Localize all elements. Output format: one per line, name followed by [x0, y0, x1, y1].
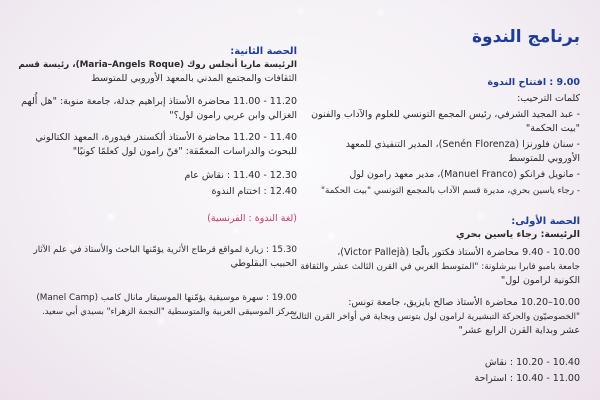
- session2-item-2-line: للبحوث والدراسات المعمّقة: "فنّ رامون لول كعلمًا كونيًا": [72, 146, 297, 157]
- session2-title: الحصة الثانية:: [230, 46, 297, 57]
- welcome-speaker: - سنان فلورنزا (Senén Florenza)، المدير التنفيذي للمعهد: [345, 139, 580, 150]
- item-text: محاضرة الأستاذ صالح بايزيق، جامعة تونس:: [348, 297, 518, 308]
- session1-item-2-line: "الخصوصيّون والحركة التبشيرية لرامون لول بتونس وبجاية في أواخر القرن الثالث: [290, 312, 580, 322]
- visit-time: 15.30: [271, 245, 297, 255]
- item-text: محاضرة الأستاذ إبراهيم جدلة، جامعة منوبة: "هل أُلهم: [21, 96, 231, 107]
- item-text: محاضرة الأستاذ فكتور بالّجا (Victor Pallejà)،: [337, 247, 520, 258]
- item-time: 9.40 - 10.00: [522, 247, 580, 258]
- visit-item-2: [12, 292, 297, 304]
- visit-text: : سهرة موسيقية يؤمّنها الموسيقار مانال كامب (Manel Camp): [36, 293, 270, 303]
- item-time: 11.00 - 11.20: [233, 96, 297, 107]
- visit-item-1: [12, 244, 297, 256]
- discussion-time: 10.20 - 10.40: [516, 357, 580, 368]
- welcome-heading: كلمات الترحيب:: [517, 93, 580, 104]
- welcome-speaker: - رجاء ياسين بحري، مديرة قسم الآداب بالمجمع التونسي "بيت الحكمة": [320, 186, 580, 196]
- session1-chair: الرئيسة: رجاء ياسين بحري: [455, 229, 580, 240]
- language-note: (لغة الندوة : الفرنسية): [207, 213, 297, 224]
- item-text: محاضرة الأستاذ ألكسندر فيدورة، المعهد الكتالوني: [35, 132, 231, 143]
- welcome-speaker: - مانويل فرانكو (Manuel Franco)، مدير معهد رامون لول: [349, 169, 580, 180]
- session1-discussion: [318, 357, 580, 369]
- sparkle: [300, 10, 302, 12]
- opening-label: : افتتاح الندوة: [487, 77, 554, 88]
- welcome-speaker: الأوروبي للمتوسط: [508, 153, 580, 164]
- session1-break: [318, 373, 580, 385]
- session2-discussion: [12, 170, 297, 182]
- welcome-speaker: "بيت الحكمة": [525, 123, 580, 134]
- program-column-left: [12, 0, 297, 400]
- session2-chair: الرئيسة ماريا أنجلس روك (Maria–Angels Roque)، رئيسة قسم: [18, 60, 297, 70]
- discussion-label: : نقاش عام: [184, 170, 231, 181]
- session2-item-2: [12, 132, 297, 144]
- visit-item-1-line: الحبيب البقلوطي: [230, 258, 297, 269]
- closing-label: : اختتام الندوة: [211, 186, 267, 197]
- program-column-right: [290, 0, 580, 400]
- session2-chair-cont: الثقافات والمجتمع المدني بالمعهد الأوروبي للمتوسط: [91, 73, 297, 84]
- item-time: 10.20–10.00: [520, 297, 580, 308]
- session1-item-2-line: عشر وبداية القرن الرابع عشر": [458, 325, 580, 336]
- opening-time: 9.00: [556, 77, 580, 88]
- program-title: برنامج الندوة: [472, 27, 580, 47]
- opening-heading: [318, 77, 580, 89]
- item-time: 11.20 - 11.40: [233, 132, 297, 143]
- break-time: 10.40 - 11.00: [516, 373, 580, 384]
- session1-item-1-line: الكونية لرامون لول": [500, 275, 580, 286]
- visit-time: 19.00: [271, 293, 297, 303]
- closing-time: 12.40: [269, 186, 297, 197]
- welcome-speaker: - عبد المجيد الشرفي، رئيس المجمع التونسي للعلوم والآداب والفنون: [311, 109, 580, 120]
- session1-title: الحصة الأولى:: [511, 216, 580, 227]
- visit-item-2-line: بمركز الموسيقى العربية والمتوسطية "النجمة الزهراء" بسيدي أبي سعيد.: [42, 307, 297, 317]
- session2-item-1-line: الغزالي وابن عربي رامون لول؟": [169, 110, 297, 121]
- session2-item-1: [12, 96, 297, 108]
- visit-text: : زيارة لمواقع قرطاج الأثرية يؤمّنها الباحث والأستاذ في علم الآثار: [33, 245, 270, 255]
- session2-closing: [12, 186, 297, 198]
- session1-item-2: [318, 297, 580, 309]
- discussion-time: 11.40 - 12.30: [233, 170, 297, 181]
- session1-item-1-line: جامعة بامبو فابرا ببرشلونة: "المتوسط الغربي في القرن الثالث عشر والثقافة: [300, 262, 580, 272]
- discussion-label: : نقاش: [484, 357, 514, 368]
- break-label: : استراحة: [474, 373, 514, 384]
- session1-item-1: [318, 247, 580, 259]
